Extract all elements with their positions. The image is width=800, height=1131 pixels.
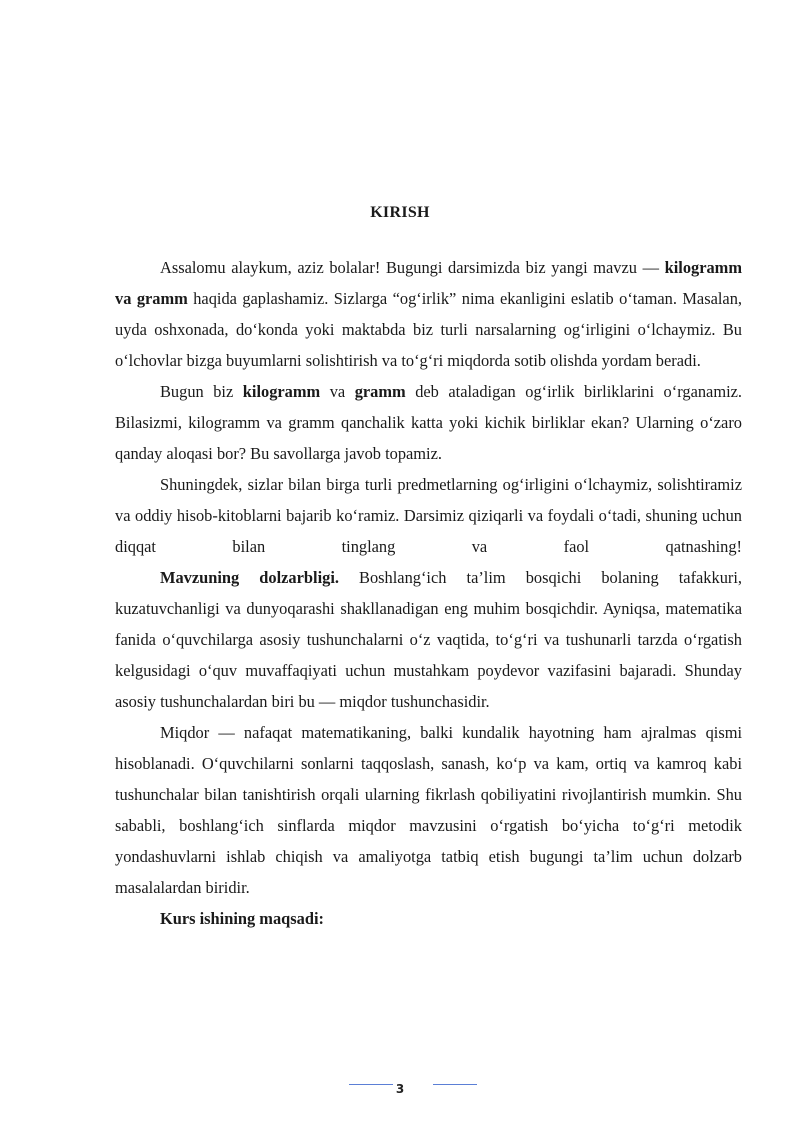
footer-rule-right bbox=[433, 1084, 477, 1085]
bold-text: kilogramm bbox=[242, 382, 321, 401]
text-run: va bbox=[320, 382, 355, 401]
text-run: deb ataladigan og‘irlik birliklarini o‘rganamiz. Bilasizmi, kilogramm va gramm qanchalik katta yoki kichik birliklar ekan? Ularning o‘zaro qanday aloqasi bor? Bu savollarga javob topamiz. bbox=[115, 382, 742, 463]
section-title: KIRISH bbox=[370, 204, 430, 221]
text-run: Bugun biz bbox=[160, 382, 243, 401]
text-run: Boshlang‘ich ta’lim bosqichi bolaning tafakkuri, kuzatuvchanligi va dunyoqarashi shakllanadigan eng muhim bosqichdir. Ayniqsa, matematika fanida o‘quvchilarga asosiy tushunchalarni o‘z vaqtida, to‘g‘ri va tushunarli tarzda o‘rgatish kelgusidagi o‘quv muvaffaqiyati uchun mustahkam poydevor vazifasini bajaradi. Shunday asosiy tushunchalardan biri bu — miqdor tushunchasidir. bbox=[115, 568, 742, 711]
paragraph bbox=[115, 562, 742, 717]
document-body bbox=[115, 252, 742, 934]
paragraph bbox=[115, 903, 742, 934]
bold-text: Kurs ishining maqsadi: bbox=[160, 909, 324, 928]
paragraph bbox=[115, 376, 742, 469]
bold-text: kilogramm va gramm bbox=[115, 258, 742, 308]
text-run: Miqdor — nafaqat matematikaning, balki kundalik hayotning ham ajralmas qismi hisoblanadi. O‘quvchilarni sonlarni taqqoslash, sanash, ko‘p va kam, ortiq va kamroq kabi tushunchalar bilan tanishtirish orqali ularning fikrlash qobiliyatini rivojlantirish mumkin. Shu sababli, boshlang‘ich sinflarda miqdor mavzusini o‘rgatish bo‘yicha to‘g‘ri metodik yondashuvlarni ishlab chiqish va amaliyotga tatbiq etish bugungi ta’lim uchun dolzarb masalalardan biridir. bbox=[115, 723, 742, 897]
text-run: haqida gaplashamiz. Sizlarga “og‘irlik” nima ekanligini eslatib o‘taman. Masalan, uyda oshxonada, do‘konda yoki maktabda biz turli narsalarning og‘irligini o‘lchaymiz. Bu o‘lchovlar bizga buyumlarni solishtirish va to‘g‘ri miqdorda sotib olishda yordam beradi. bbox=[115, 289, 742, 370]
text-run: Shuningdek, sizlar bilan birga turli predmetlarning og‘irligini o‘lchaymiz, solishtiramiz va oddiy hisob-kitoblarni bajarib ko‘ramiz. Darsimiz qiziqarli va foydali o‘tadi, shuning uchun diqqat bilan tinglang va faol qatnashing! bbox=[115, 475, 742, 556]
page-number: 3 bbox=[395, 1082, 405, 1096]
paragraph bbox=[115, 717, 742, 903]
paragraph bbox=[115, 252, 742, 376]
paragraph bbox=[115, 469, 742, 562]
text-run: Assalomu alaykum, aziz bolalar! Bugungi darsimizda biz yangi mavzu — bbox=[160, 258, 665, 277]
bold-text: gramm bbox=[354, 382, 406, 401]
page-footer bbox=[0, 1078, 800, 1098]
bold-text: Mavzuning dolzarbligi. bbox=[160, 568, 339, 587]
